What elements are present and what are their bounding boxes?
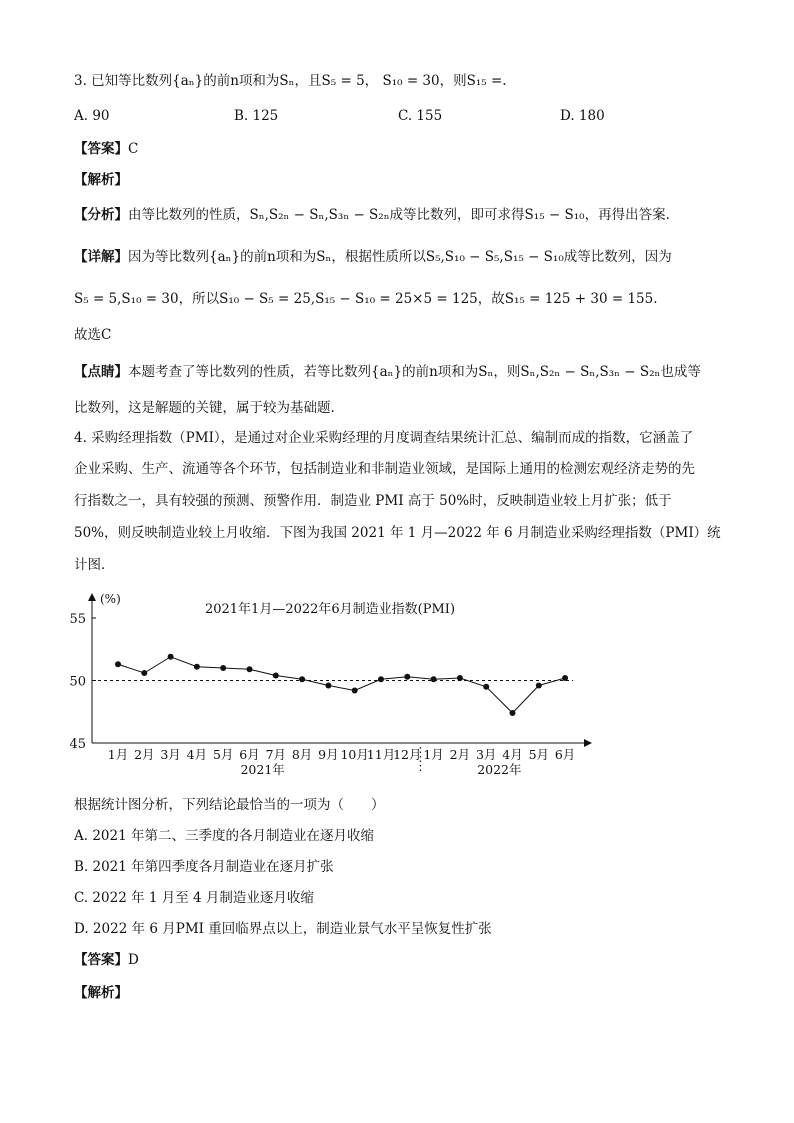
pmi-data-point	[141, 670, 147, 676]
q4-stem-3: 行指数之一，具有较强的预测、预警作用．制造业 PMI 高于 50%时，反映制造业较上月扩张；低于	[74, 493, 672, 509]
q4-answer-row	[74, 950, 139, 970]
x-tick-label: 2月	[134, 747, 155, 762]
q4-stem-1: 4. 采购经理指数（PMI），是通过对企业采购经理的月度调查结果统计汇总、编制而成的指数，它涵盖了	[74, 430, 694, 446]
q3-xiangjie-label: 【详解】	[74, 249, 128, 265]
pmi-data-point	[536, 683, 542, 689]
x-tick-label: 3月	[160, 747, 181, 762]
x-tick-label: 12月	[393, 747, 422, 762]
x-tick-label: 3月	[475, 747, 497, 762]
x-tick-label: 1月	[423, 747, 444, 762]
pmi-data-point	[404, 674, 410, 680]
x-tick-label: 8月	[291, 747, 313, 762]
pmi-data-point	[562, 675, 568, 681]
year-label-2022: 2022年	[477, 762, 522, 777]
q4-option-c[interactable]: C. 2022 年 1 月至 4 月制造业逐月收缩	[74, 890, 314, 906]
q3-dianjing-text-1: 本题考查了等比数列的性质，若等比数列{aₙ}的前n项和为Sₙ，则Sₙ,S₂ₙ − Sₙ,S₃ₙ − S₂ₙ也成等	[128, 364, 701, 380]
pmi-data-point	[220, 665, 226, 671]
y-tick-label: 55	[69, 612, 86, 627]
q4-answer-label: 【答案】	[74, 952, 128, 968]
chart-title: 2021年1月—2022年6月制造业指数(PMI)	[204, 602, 456, 617]
q3-fenxi-text: 由等比数列的性质，Sₙ,S₂ₙ − Sₙ,S₃ₙ − S₂ₙ成等比数列，即可求得S₁₅ − S₁₀，再得出答案.	[128, 207, 670, 223]
q4-stem-5: 计图．	[74, 557, 115, 573]
pmi-data-point	[247, 666, 253, 672]
pmi-data-point	[431, 676, 437, 682]
pmi-data-point	[352, 688, 358, 694]
x-tick-label: 9月	[318, 747, 339, 762]
q3-xiangjie-1	[74, 247, 672, 267]
q4-option-b[interactable]: B. 2021 年第四季度各月制造业在逐月扩张	[74, 859, 334, 875]
q3-dianjing-2: 比数列，这是解题的关键，属于较为基础题.	[74, 400, 335, 416]
q3-answer-label: 【答案】	[74, 141, 128, 157]
x-tick-label: 7月	[265, 747, 287, 762]
q3-xiangjie-2: S₅ = 5,S₁₀ = 30，所以S₁₀ − S₅ = 25,S₁₅ − S₁₀ = 25×5 = 125，故S₁₅ = 125 + 30 = 155.	[74, 291, 658, 307]
q4-answer: D	[128, 952, 139, 968]
q3-option-b[interactable]: B. 125	[234, 108, 279, 124]
q4-jiexi-heading: 【解析】	[74, 985, 128, 1001]
x-axis-arrow	[584, 739, 592, 747]
q3-xiangjie-text-1: 因为等比数列{aₙ}的前n项和为Sₙ，根据性质所以S₅,S₁₀ − S₅,S₁₅ − S₁₀成等比数列，因为	[128, 249, 672, 265]
pmi-data-point	[115, 661, 121, 667]
pmi-data-point	[510, 710, 516, 716]
x-tick-label: 1月	[107, 747, 129, 762]
y-axis-arrow	[88, 593, 96, 601]
q4-question: 根据统计图分析，下列结论最恰当的一项为（ ）	[74, 797, 385, 813]
pmi-data-point	[483, 684, 489, 690]
q4-stem-4: 50%，则反映制造业较上月收缩．下图为我国 2021 年 1 月—2022 年 6 月制造业采购经理指数（PMI）统	[74, 525, 721, 541]
y-axis-label: (%)	[100, 592, 121, 606]
x-tick-label: 11月	[366, 747, 396, 762]
year-label-2021: 2021年	[240, 762, 285, 777]
q3-fenxi	[74, 205, 670, 225]
q3-guxuan: 故选C	[74, 327, 112, 343]
q3-dianjing-label: 【点睛】	[74, 364, 128, 380]
pmi-data-point	[273, 673, 279, 679]
pmi-data-point	[325, 683, 331, 689]
q3-answer-row	[74, 139, 138, 159]
q3-option-a[interactable]: A. 90	[74, 108, 110, 124]
q3-dianjing-1	[74, 362, 701, 382]
q3-jiexi-heading: 【解析】	[74, 172, 128, 188]
x-tick-label: 5月	[528, 747, 550, 762]
pmi-data-point	[194, 664, 200, 670]
pmi-data-point	[457, 675, 463, 681]
q3-option-c[interactable]: C. 155	[398, 108, 443, 124]
q4-option-a[interactable]: A. 2021 年第二、三季度的各月制造业在逐月收缩	[74, 828, 374, 844]
x-tick-label: 10月	[340, 747, 369, 762]
q3-stem: 3. 已知等比数列{aₙ}的前n项和为Sₙ，且S₅ = 5， S₁₀ = 30，则S₁₅ =.	[74, 73, 507, 89]
pmi-data-point	[378, 676, 384, 682]
q3-fenxi-label: 【分析】	[74, 207, 128, 223]
q3-answer: C	[128, 141, 139, 157]
pmi-chart	[60, 585, 600, 785]
x-tick-label: 4月	[502, 747, 523, 762]
pmi-data-point	[299, 676, 305, 682]
chart-root	[69, 592, 592, 777]
q4-stem-2: 企业采购、生产、流通等各个环节，包括制造业和非制造业领域，是国际上通用的检测宏观经济走势的先	[74, 461, 695, 477]
y-tick-label: 50	[69, 674, 86, 690]
x-tick-label: 6月	[554, 747, 576, 762]
pmi-series-line	[118, 657, 565, 713]
q3-options	[74, 108, 724, 128]
x-tick-label: 4月	[186, 747, 208, 762]
q3-option-d[interactable]: D. 180	[560, 108, 605, 124]
x-tick-label: 2月	[449, 747, 471, 762]
y-tick-label: 45	[69, 737, 86, 752]
x-tick-label: 6月	[239, 747, 260, 762]
q4-option-d[interactable]: D. 2022 年 6 月PMI 重回临界点以上，制造业景气水平呈恢复性扩张	[74, 921, 492, 937]
pmi-data-point	[168, 654, 174, 660]
x-tick-label: 5月	[212, 747, 234, 762]
